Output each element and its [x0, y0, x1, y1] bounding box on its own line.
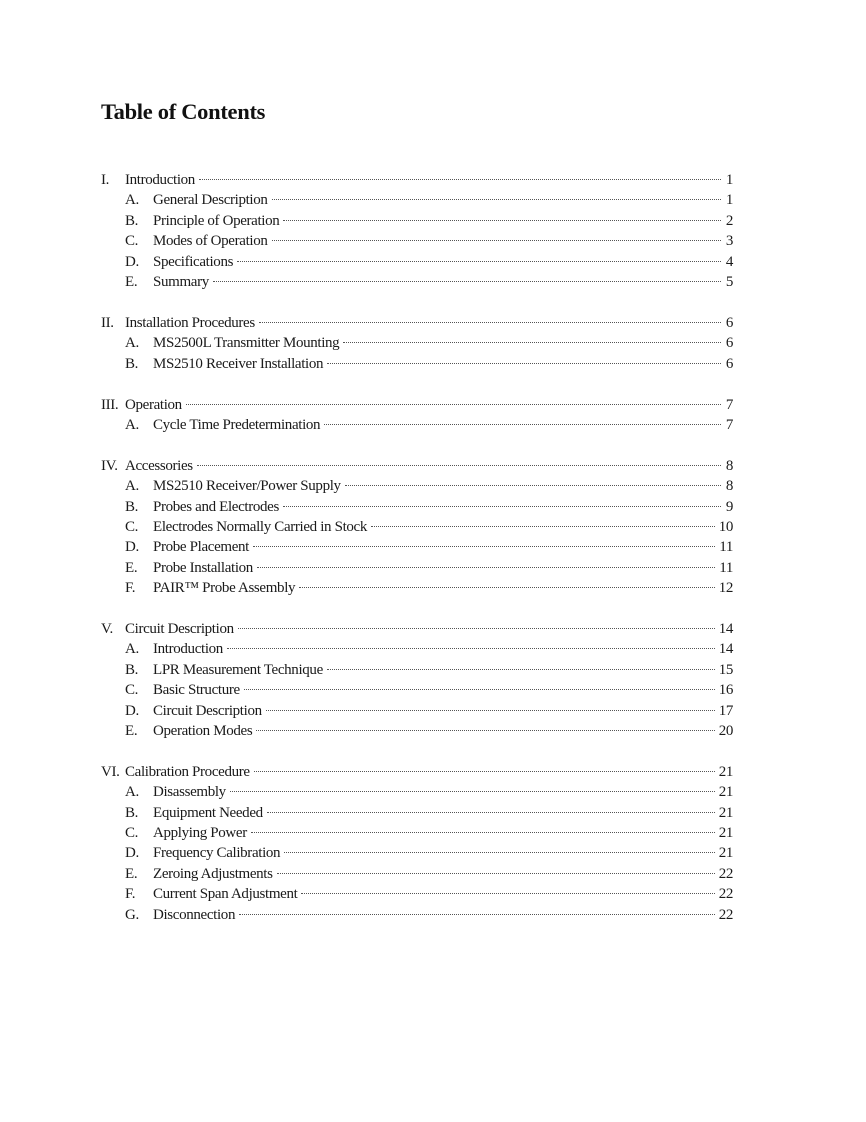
toc-entry-label: Basic Structure [153, 682, 240, 699]
toc-subsection-entry [101, 701, 733, 721]
dot-leader [284, 852, 714, 853]
toc-page-number: 6 [725, 335, 733, 352]
toc-entry-number: A. [125, 641, 139, 658]
toc-section [101, 170, 733, 292]
dot-leader [301, 893, 714, 894]
toc-entry-label: Disconnection [153, 906, 236, 923]
dot-leader [253, 546, 715, 547]
toc-page-number: 22 [718, 886, 733, 903]
dot-leader [266, 710, 715, 711]
toc-entry-label: Summary [153, 273, 209, 290]
toc-entry-label: Circuit Description [125, 621, 234, 638]
dot-leader [230, 791, 715, 792]
dot-leader [213, 281, 721, 282]
dot-leader [343, 342, 721, 343]
toc-subsection-entry [101, 231, 733, 251]
toc-entry-number: C. [125, 682, 139, 699]
dot-leader [186, 404, 721, 405]
toc-entry-number: F. [125, 886, 136, 903]
toc-page-number: 21 [718, 763, 733, 780]
dot-leader [283, 506, 721, 507]
toc-subsection-entry [101, 843, 733, 863]
toc-entry-label: MS2510 Receiver Installation [153, 355, 324, 372]
table-of-contents [101, 170, 733, 946]
toc-page-number: 22 [718, 865, 733, 882]
dot-leader [244, 689, 715, 690]
toc-entry-label: Circuit Description [153, 702, 262, 719]
toc-entry-number: I. [101, 172, 110, 188]
toc-entry-label: Accessories [125, 457, 193, 474]
toc-section [101, 395, 733, 436]
dot-leader [371, 526, 715, 527]
toc-subsection-entry [101, 517, 733, 537]
toc-subsection-entry [101, 537, 733, 557]
toc-page-number: 6 [725, 355, 733, 372]
toc-entry-label: Equipment Needed [153, 804, 263, 821]
toc-entry-number: G. [125, 906, 139, 923]
toc-entry-number: D. [125, 845, 139, 862]
dot-leader [327, 669, 715, 670]
toc-entry-label: Current Span Adjustment [153, 886, 298, 903]
toc-entry-label: Operation [125, 396, 182, 413]
dot-leader [327, 363, 721, 364]
toc-subsection-entry [101, 333, 733, 353]
dot-leader [299, 587, 715, 588]
dot-leader [324, 424, 721, 425]
toc-subsection-entry [101, 782, 733, 802]
toc-entry-number: VI. [101, 763, 120, 780]
toc-section-entry [101, 170, 733, 190]
toc-page-number: 2 [725, 212, 733, 229]
toc-subsection-entry [101, 272, 733, 292]
toc-entry-number: B. [125, 212, 139, 229]
toc-section-entry [101, 762, 733, 782]
toc-page-number: 15 [718, 661, 733, 678]
toc-entry-label: Disassembly [153, 784, 226, 801]
toc-subsection-entry [101, 354, 733, 374]
dot-leader [257, 567, 715, 568]
toc-subsection-entry [101, 905, 733, 925]
dot-leader [272, 199, 721, 200]
toc-entry-label: Installation Procedures [125, 314, 255, 331]
page-title: Table of Contents [101, 99, 266, 124]
dot-leader [256, 730, 714, 731]
toc-page-number: 20 [718, 722, 733, 739]
toc-entry-number: A. [125, 192, 139, 209]
toc-page-number: 22 [718, 906, 733, 923]
toc-page-number: 21 [718, 845, 733, 862]
toc-entry-label: Principle of Operation [153, 212, 280, 229]
toc-subsection-entry [101, 680, 733, 700]
toc-entry-number: II. [101, 314, 114, 331]
toc-page-number: 6 [725, 314, 733, 331]
toc-page-number: 1 [725, 192, 733, 209]
toc-subsection-entry [101, 415, 733, 435]
toc-entry-number: A. [125, 478, 139, 495]
toc-section-entry [101, 395, 733, 415]
dot-leader [237, 261, 721, 262]
toc-section [101, 313, 733, 374]
toc-entry-label: Operation Modes [153, 722, 253, 739]
dot-leader [199, 179, 721, 180]
toc-page-number: 14 [718, 621, 733, 638]
toc-section [101, 762, 733, 925]
toc-entry-number: C. [125, 233, 139, 250]
toc-page-number: 10 [718, 518, 733, 535]
toc-entry-number: V. [101, 621, 113, 638]
dot-leader [277, 873, 715, 874]
dot-leader [239, 914, 715, 915]
toc-page-number: 17 [718, 702, 733, 719]
toc-entry-number: C. [125, 825, 139, 842]
toc-entry-number: III. [101, 396, 119, 413]
toc-entry-number: B. [125, 355, 139, 372]
toc-page-number: 21 [718, 784, 733, 801]
toc-subsection-entry [101, 497, 733, 517]
toc-page-number: 11 [719, 539, 733, 556]
toc-subsection-entry [101, 476, 733, 496]
toc-section [101, 456, 733, 599]
toc-entry-label: Probe Installation [153, 559, 253, 576]
dot-leader [227, 648, 715, 649]
toc-entry-label: Frequency Calibration [153, 845, 281, 862]
dot-leader [254, 771, 715, 772]
toc-entry-label: Cycle Time Predetermination [153, 416, 321, 433]
toc-entry-number: B. [125, 498, 139, 515]
toc-page-number: 21 [718, 825, 733, 842]
dot-leader [272, 240, 721, 241]
toc-entry-number: E. [125, 865, 138, 882]
toc-entry-label: Introduction [125, 172, 195, 188]
toc-entry-number: D. [125, 253, 139, 270]
toc-entry-number: IV. [101, 457, 118, 474]
toc-subsection-entry [101, 639, 733, 659]
toc-entry-number: E. [125, 559, 138, 576]
toc-entry-label: Applying Power [153, 825, 247, 842]
toc-page-number: 16 [718, 682, 733, 699]
toc-subsection-entry [101, 721, 733, 741]
toc-subsection-entry [101, 660, 733, 680]
toc-entry-number: A. [125, 335, 139, 352]
toc-entry-label: Calibration Procedure [125, 763, 250, 780]
toc-entry-label: MS2510 Receiver/Power Supply [153, 478, 341, 495]
toc-entry-number: D. [125, 702, 139, 719]
toc-page-number: 3 [725, 233, 733, 250]
toc-page-number: 7 [725, 416, 733, 433]
toc-entry-number: E. [125, 722, 138, 739]
toc-page-number: 12 [718, 580, 733, 597]
toc-subsection-entry [101, 211, 733, 231]
toc-entry-label: Electrodes Normally Carried in Stock [153, 518, 368, 535]
toc-subsection-entry [101, 823, 733, 843]
toc-subsection-entry [101, 190, 733, 210]
toc-entry-number: F. [125, 580, 136, 597]
toc-page-number: 21 [718, 804, 733, 821]
toc-page-number: 8 [725, 478, 733, 495]
toc-entry-label: PAIR™ Probe Assembly [153, 580, 296, 597]
dot-leader [283, 220, 721, 221]
toc-entry-number: C. [125, 518, 139, 535]
toc-page-number: 11 [719, 559, 733, 576]
toc-section-entry [101, 619, 733, 639]
toc-page-number: 8 [725, 457, 733, 474]
toc-page-number: 14 [718, 641, 733, 658]
toc-page-number: 1 [725, 172, 733, 188]
toc-section-entry [101, 313, 733, 333]
toc-subsection-entry [101, 558, 733, 578]
toc-entry-number: A. [125, 784, 139, 801]
toc-page-number: 7 [725, 396, 733, 413]
toc-subsection-entry [101, 578, 733, 598]
toc-page-number: 9 [725, 498, 733, 515]
toc-page-number: 4 [725, 253, 733, 270]
toc-entry-number: B. [125, 804, 139, 821]
dot-leader [238, 628, 715, 629]
toc-section [101, 619, 733, 741]
toc-subsection-entry [101, 252, 733, 272]
dot-leader [259, 322, 721, 323]
toc-entry-label: Probe Placement [153, 539, 249, 556]
toc-subsection-entry [101, 884, 733, 904]
dot-leader [197, 465, 721, 466]
toc-entry-number: A. [125, 416, 139, 433]
toc-entry-label: MS2500L Transmitter Mounting [153, 335, 340, 352]
toc-entry-label: Specifications [153, 253, 234, 270]
toc-subsection-entry [101, 803, 733, 823]
dot-leader [345, 485, 721, 486]
toc-entry-number: B. [125, 661, 139, 678]
toc-subsection-entry [101, 864, 733, 884]
toc-entry-label: Zeroing Adjustments [153, 865, 273, 882]
toc-entry-label: Probes and Electrodes [153, 498, 279, 515]
toc-section-entry [101, 456, 733, 476]
toc-entry-number: E. [125, 273, 138, 290]
dot-leader [251, 832, 715, 833]
dot-leader [267, 812, 715, 813]
toc-entry-label: LPR Measurement Technique [153, 661, 323, 678]
toc-page-number: 5 [725, 273, 733, 290]
toc-entry-label: General Description [153, 192, 268, 209]
toc-entry-label: Introduction [153, 641, 223, 658]
toc-entry-number: D. [125, 539, 139, 556]
toc-entry-label: Modes of Operation [153, 233, 268, 250]
